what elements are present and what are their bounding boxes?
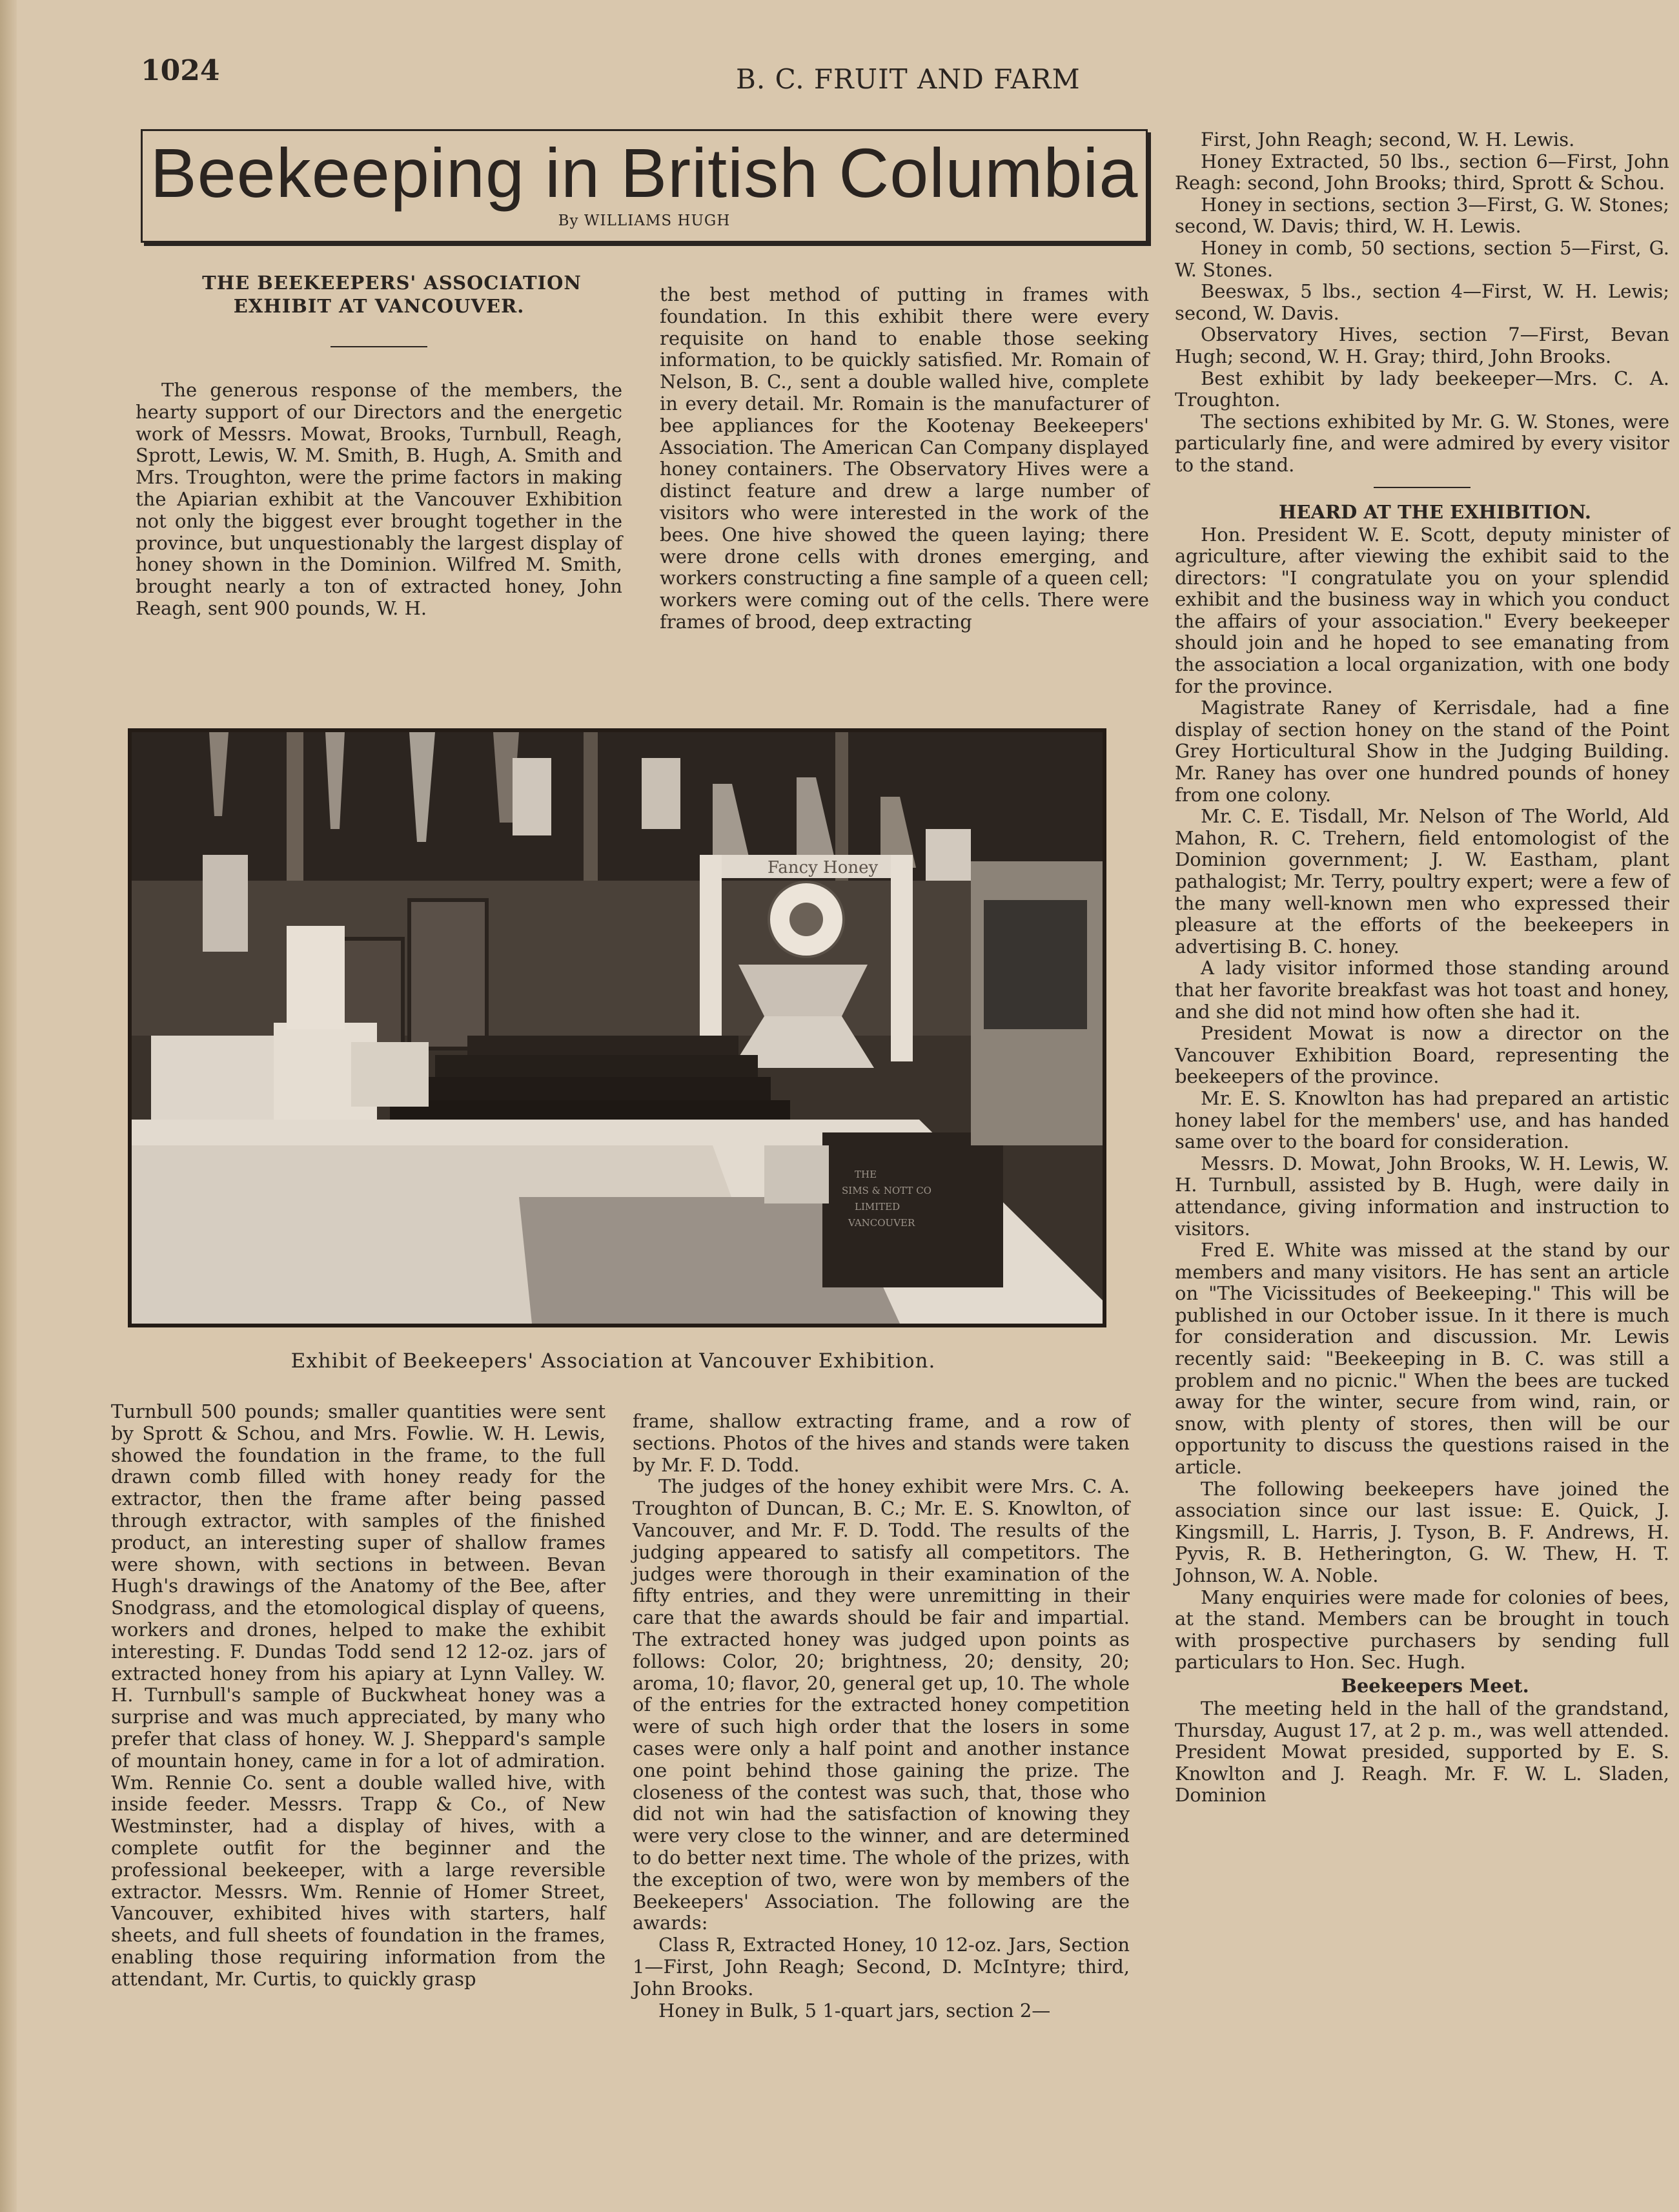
banner-text: Fancy Honey: [768, 858, 879, 877]
award-item: Observatory Hives, section 7—First, Bevan Hugh; second, W. H. Gray; third, John Brooks.: [1175, 323, 1669, 367]
paragraph: The meeting held in the hall of the grandstand, Thursday, August 17, at 2 p. m., was well attended. President Mowat presided, supported by E. S. Knowlton and J. Reagh. Mr. F. W. L. Sladen, Dominion: [1175, 1697, 1669, 1807]
divider: [1374, 487, 1470, 488]
section-heading-exhibit: THE BEEKEEPERS' ASSOCIATION EXHIBIT AT VANCOUVER.: [202, 272, 582, 317]
paragraph: President Mowat is now a director on the Vancouver Exhibition Board, representing the beekeepers of the province.: [1175, 1022, 1669, 1088]
page-binding-edge: [0, 0, 17, 2212]
column-1-top: [136, 271, 622, 620]
paragraph: Honey in Bulk, 5 1-quart jars, section 2—: [658, 1999, 1051, 2022]
paragraph: the best method of putting in frames with foundation. In this exhibit there were every requisite on hand to enable those seeking information, to be quickly satisfied. Mr. Romain of Nelson, B. C., sent a double walled hive, complete in every detail. Mr. Romain is the manufacturer of bee appliances for the Kootenay Beekeepers' Association. The American Can Company displayed honey containers. The Observatory Hives were a distinct feature and drew a large number of visitors who were interested in the work of the bees. One hive showed the queen laying; there were drone cells with drones emerging, and workers constructing a fine sample of a queen cell; workers were coming out of the cells. There were frames of brood, deep extracting: [660, 283, 1149, 633]
award-item: First, John Reagh; second, W. H. Lewis.: [1201, 128, 1575, 150]
award-item: Honey Extracted, 50 lbs., section 6—First, John Reagh: second, John Brooks; third, Sprott & Schou.: [1175, 150, 1669, 194]
paragraph: Mr. C. E. Tisdall, Mr. Nelson of The World, Ald Mahon, R. C. Trehern, field entomologist of the Dominion government; J. W. Eastham, plant pathalogist; Mr. Terry, poultry expert; were a few of the many well-known men who expressed their pleasure at the efforts of the beekeepers in advertising B. C. honey.: [1175, 805, 1669, 958]
box-text-4: VANCOUVER: [848, 1217, 915, 1229]
divider: [331, 346, 427, 347]
paragraph: Messrs. D. Mowat, John Brooks, W. H. Lewis, W. H. Turnbull, assisted by B. Hugh, were daily in attendance, giving information and instruction to visitors.: [1175, 1152, 1669, 1240]
column-1-bottom: [111, 1401, 605, 1991]
paragraph: A lady visitor informed those standing around that her favorite breakfast was hot toast and honey, and she did not mind how often she had it.: [1175, 957, 1669, 1023]
column-2-top: [660, 284, 1149, 633]
box-text-1: THE: [855, 1169, 877, 1180]
paragraph: Many enquiries were made for colonies of bees, at the stand. Members can be brought in touch with prospective purchasers by sending full particulars to Hon. Sec. Hugh.: [1175, 1586, 1669, 1674]
title-box: [141, 129, 1148, 243]
paragraph: Hon. President W. E. Scott, deputy minister of agriculture, after viewing the exhibit said to the directors: "I congratulate you on your splendid exhibit and the business way in which you conduct the affairs of your association." Every beekeeper should join and he hoped to see emanating from the association a local organization, with one body for the province.: [1175, 523, 1669, 697]
paragraph: The generous response of the members, the hearty support of our Directors and the energetic work of Messrs. Mowat, Brooks, Turnbull, Reagh, Sprott, Lewis, W. M. Smith, B. Hugh, A. Smith and Mrs. Troughton, were the prime factors in making the Apiarian exhibit at the Vancouver Exhibition not only the biggest ever brought together in the province, but unquestionably the largest display of honey shown in the Dominion. Wilfred M. Smith, brought nearly a ton of extracted honey, John Reagh, sent 900 pounds, W. H.: [136, 379, 622, 619]
running-head: B. C. FRUIT AND FARM: [736, 63, 1081, 95]
paragraph: The following beekeepers have joined the association since our last issue: E. Quick, J. Kingsmill, L. Harris, J. Tyson, B. F. Andrews, H. Pyvis, R. B. Hetherington, G. W. Thew, H. T. Johnson, W. A. Noble.: [1175, 1477, 1669, 1586]
award-item: Beeswax, 5 lbs., section 4—First, W. H. Lewis; second, W. Davis.: [1175, 280, 1669, 324]
box-text-3: LIMITED: [855, 1201, 901, 1213]
paragraph: The judges of the honey exhibit were Mrs. C. A. Troughton of Duncan, B. C.; Mr. E. S. Knowlton, of Vancouver, and Mr. F. D. Todd. The results of the judging appeared to satisfy all competitors. The judges were thorough in their examination of the fifty entries, and they were unremitting in their care that the awards should be fair and impartial. The extracted honey was judged upon points as follows: Color, 20; brightness, 20; density, 20; aroma, 10; flavor, 20, general get up, 10. The whole of the entries for the extracted honey competition were of such high order that the losers in some cases were only a half point and another instance one point behind those gaining the prize. The closeness of the contest was such, that, those who did not win had the satisfaction of knowing they were very close to the winner, and are determined to do better next time. The whole of the prizes, with the exception of two, were won by members of the Beekeepers' Association. The following are the awards:: [633, 1475, 1130, 1934]
column-3: [1175, 129, 1669, 1807]
page-number: 1024: [141, 54, 220, 87]
award-item: Honey in comb, 50 sections, section 5—First, G. W. Stones.: [1175, 236, 1669, 281]
paragraph: Class R, Extracted Honey, 10 12-oz. Jars, Section 1—First, John Reagh; Second, D. McIntyre; third, John Brooks.: [633, 1934, 1130, 2000]
paragraph: Mr. E. S. Knowlton has had prepared an artistic honey label for the members' use, and has handed same over to the board for consideration.: [1175, 1087, 1669, 1153]
award-item: The sections exhibited by Mr. G. W. Stones, were particularly fine, and were admired by every visitor to the stand.: [1175, 410, 1669, 476]
paragraph: Fred E. White was missed at the stand by our members and many visitors. He has sent an article on "The Vicissitudes of Beekeeping." This will be published in our October issue. In it there is much for consideration and discussion. Mr. Lewis recently said: "Beekeeping in B. C. was still a problem and no picnic." When the bees are tucked away for the winter, secure from wind, rain, or snow, with plenty of stores, then will be our opportunity to discuss the questions raised in the article.: [1175, 1239, 1669, 1479]
award-item: Best exhibit by lady beekeeper—Mrs. C. A. Troughton.: [1175, 367, 1669, 411]
paragraph: Magistrate Raney of Kerrisdale, had a fine display of section honey on the stand of the Point Grey Horticultural Show in the Judging Building. Mr. Raney has over one hundred pounds of honey from one colony.: [1175, 697, 1669, 806]
photo-caption: Exhibit of Beekeepers' Association at Vancouver Exhibition.: [290, 1349, 936, 1373]
award-item: Honey in sections, section 3—First, G. W. Stones; second, W. Davis; third, W. H. Lewis.: [1175, 193, 1669, 238]
section-heading-heard: HEARD AT THE EXHIBITION.: [1279, 500, 1591, 523]
box-text-2: SIMS & NOTT CO: [842, 1185, 931, 1196]
article-title: Beekeeping in British Columbia: [150, 134, 1139, 212]
paragraph: Turnbull 500 pounds; smaller quantities were sent by Sprott & Schou, and Mrs. Fowlie. W. H. Lewis, showed the foundation in the frame, to the full drawn comb filled with honey ready for the extractor, then the frame after being passed through extractor, with samples of the finished product, an interesting super of shallow frames were shown, with sections in between. Bevan Hugh's drawings of the Anatomy of the Bee, after Snodgrass, and the etomological display of queens, workers and drones, helped to make the exhibit interesting. F. Dundas Todd send 12 12-oz. jars of extracted honey from his apiary at Lynn Valley. W. H. Turnbull's sample of Buckwheat honey was a surprise and was much appreciated, by many who prefer that class of honey. W. J. Sheppard's sample of mountain honey, came in for a lot of admiration. Wm. Rennie Co. sent a double walled hive, with inside feeder. Messrs. Trapp & Co., of New Westminster, had a display of hives, with a complete outfit for the beginner and the professional beekeeper, with a large reversible extractor. Messrs. Wm. Rennie of Homer Street, Vancouver, exhibited hives with starters, half sheets, and full sheets of foundation in the frames, enabling those requiring information from the attendant, Mr. Curtis, to quickly grasp: [111, 1400, 605, 1990]
article-byline: By WILLIAMS HUGH: [558, 212, 731, 229]
exhibit-photo: [128, 728, 1106, 1327]
section-heading-meet: Beekeepers Meet.: [1341, 1674, 1529, 1697]
paragraph: frame, shallow extracting frame, and a row of sections. Photos of the hives and stands were taken by Mr. F. D. Todd.: [633, 1410, 1130, 1476]
column-2-bottom: [633, 1411, 1130, 2022]
